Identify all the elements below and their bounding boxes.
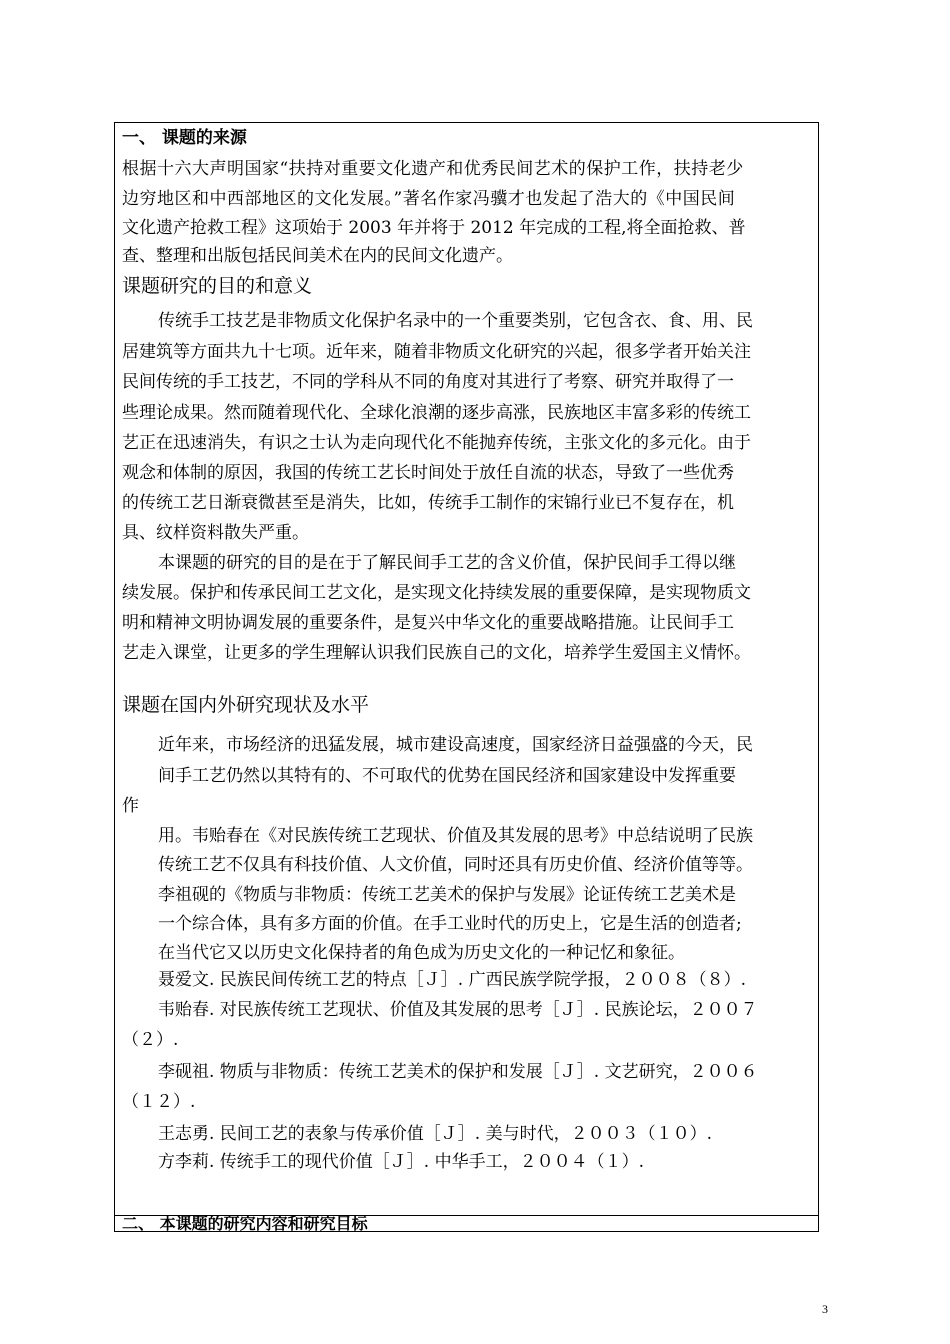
source-line-2: 边穷地区和中西部地区的文化发展。”著名作家冯骥才也发起了浩大的《中国民间 bbox=[122, 189, 736, 209]
purpose-p1-line-7: 的传统工艺日渐衰微甚至是消失，比如，传统手工制作的宋锦行业已不复存在，机 bbox=[122, 493, 734, 513]
page-number: 3 bbox=[822, 1302, 828, 1316]
status-line-4: 用。韦贻春在《对民族传统工艺现状、价值及其发展的思考》中总结说明了民族 bbox=[158, 826, 753, 846]
purpose-p2-line-4: 艺走入课堂，让更多的学生理解认识我们民族自己的文化，培养学生爱国主义情怀。 bbox=[122, 643, 751, 663]
reference-2: 韦贻春. 对民族传统工艺现状、价值及其发展的思考［Ｊ］. 民族论坛，２００７ bbox=[158, 1000, 758, 1020]
reference-3: 李砚祖. 物质与非物质：传统工艺美术的保护和发展［Ｊ］. 文艺研究，２００６ bbox=[158, 1062, 758, 1082]
reference-1: 聂爱文. 民族民间传统工艺的特点［Ｊ］. 广西民族学院学报，２００８（８）. bbox=[158, 970, 747, 990]
reference-5: 方李莉. 传统手工的现代价值［Ｊ］. 中华手工，２００４（１）. bbox=[158, 1152, 645, 1172]
purpose-p1-line-5: 艺正在迅速消失，有识之士认为走向现代化不能抛弃传统，主张文化的多元化。由于 bbox=[122, 433, 751, 453]
purpose-p2-line-1: 本课题的研究的目的是在于了解民间手工艺的含义价值，保护民间手工得以继 bbox=[158, 553, 736, 573]
status-line-6: 李祖砚的《物质与非物质：传统工艺美术的保护与发展》论证传统工艺美术是 bbox=[158, 885, 736, 905]
status-line-5: 传统工艺不仅具有科技价值、人文价值，同时还具有历史价值、经济价值等等。 bbox=[158, 855, 753, 875]
reference-2-cont: （２）. bbox=[122, 1030, 179, 1050]
purpose-p1-line-1: 传统手工技艺是非物质文化保护名录中的一个重要类别，它包含衣、食、用、民 bbox=[158, 311, 753, 331]
status-line-3: 作 bbox=[122, 796, 139, 816]
source-line-1: 根据十六大声明国家“扶持对重要文化遗产和优秀民间艺术的保护工作，扶持老少 bbox=[122, 159, 744, 179]
status-line-7: 一个综合体，具有多方面的价值。在手工业时代的历史上，它是生活的创造者; bbox=[158, 914, 742, 934]
purpose-heading: 课题研究的目的和意义 bbox=[122, 275, 313, 297]
purpose-p2-line-2: 续发展。保护和传承民间工艺文化，是实现文化持续发展的重要保障，是实现物质文 bbox=[122, 583, 751, 603]
status-line-1: 近年来，市场经济的迅猛发展，城市建设高速度，国家经济日益强盛的今天，民 bbox=[158, 735, 753, 755]
purpose-p1-line-3: 民间传统的手工技艺，不同的学科从不同的角度对其进行了考察、研究并取得了一 bbox=[122, 372, 734, 392]
reference-4: 王志勇. 民间工艺的表象与传承价值［Ｊ］. 美与时代，２００３（１０）. bbox=[158, 1124, 713, 1144]
reference-3-cont: （１２）. bbox=[122, 1092, 196, 1112]
section-one-title: 一、 课题的来源 bbox=[122, 128, 247, 148]
purpose-p1-line-8: 具、纹样资料散失严重。 bbox=[122, 523, 309, 543]
purpose-p2-line-3: 明和精神文明协调发展的重要条件，是复兴中华文化的重要战略措施。让民间手工 bbox=[122, 613, 734, 633]
section-two-title: 二、 本课题的研究内容和研究目标 bbox=[122, 1214, 368, 1233]
purpose-p1-line-6: 观念和体制的原因，我国的传统工艺长时间处于放任自流的状态，导致了一些优秀 bbox=[122, 463, 734, 483]
status-line-8: 在当代它又以历史文化保持者的角色成为历史文化的一种记忆和象征。 bbox=[158, 943, 685, 963]
purpose-p1-line-2: 居建筑等方面共九十七项。近年来，随着非物质文化研究的兴起，很多学者开始关注 bbox=[122, 342, 751, 362]
status-heading: 课题在国内外研究现状及水平 bbox=[122, 694, 370, 716]
purpose-p1-line-4: 些理论成果。然而随着现代化、全球化浪潮的逐步高涨，民族地区丰富多彩的传统工 bbox=[122, 403, 751, 423]
source-line-4: 查、整理和出版包括民间美术在内的民间文化遗产。 bbox=[122, 246, 513, 266]
status-line-2: 间手工艺仍然以其特有的、不可取代的优势在国民经济和国家建设中发挥重要 bbox=[158, 766, 736, 786]
source-line-3: 文化遗产抢救工程》这项始于 2003 年并将于 2012 年完成的工程,将全面抢救、普 bbox=[122, 218, 746, 238]
